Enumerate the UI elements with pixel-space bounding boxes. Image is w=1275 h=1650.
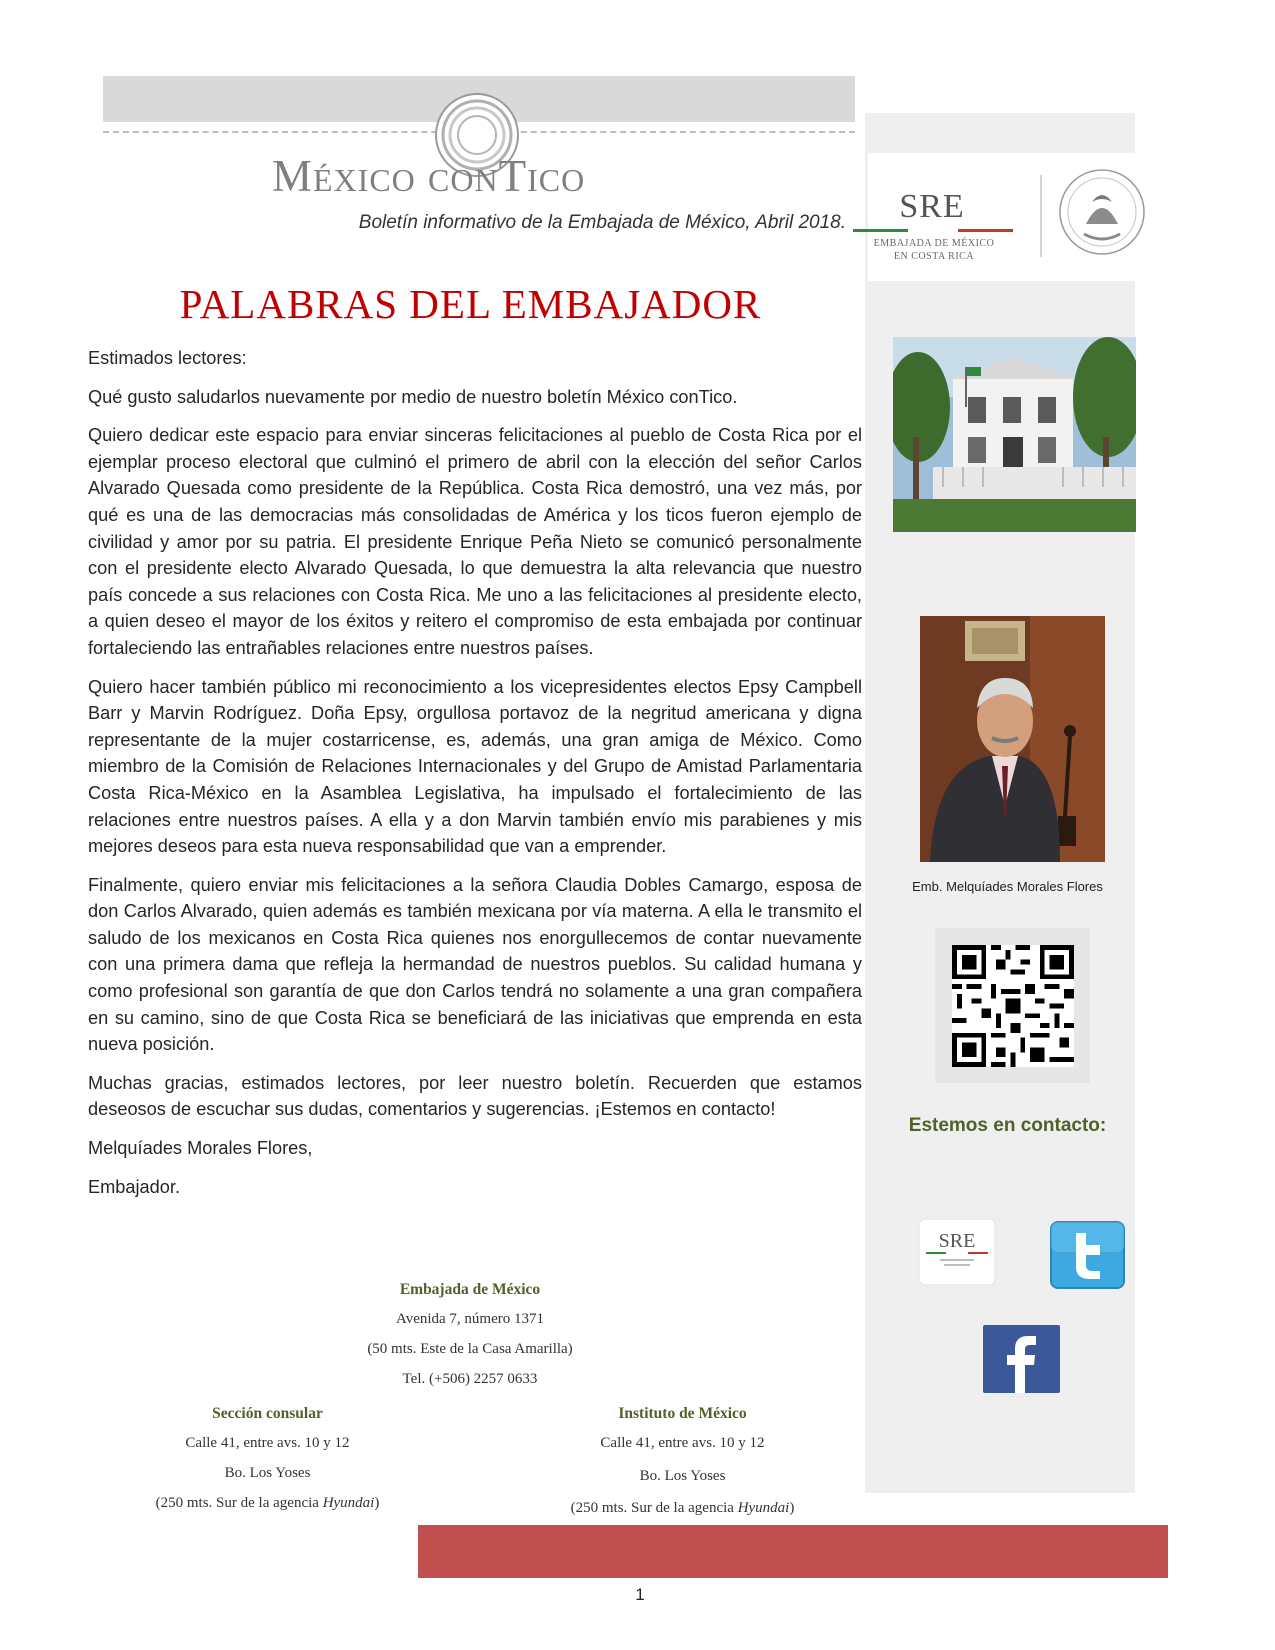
embassy-address-line: Avenida 7, número 1371 xyxy=(395,1311,545,1327)
address-brand: Hyundai xyxy=(737,1500,790,1516)
sre-logo-tagline: EN COSTA RICA xyxy=(893,251,975,262)
newsletter-title: México conTico xyxy=(272,151,586,201)
embassy-address-line: (50 mts. Este de la Casa Amarilla) xyxy=(367,1341,573,1357)
consular-address-line: Calle 41, entre avs. 10 y 12 xyxy=(185,1435,350,1451)
consular-address-line: Bo. Los Yoses xyxy=(224,1465,311,1481)
embassy-building-photo xyxy=(893,337,1136,532)
article-paragraph: Quiero hacer también público mi reconocimiento a los vicepresidentes electos Epsy Campbell Barr y Marvin Rodríguez. Doña Epsy, orgullosa portavoz de la negritud americana y digna representante de la mujer costarricense, es, además, una gran amiga de México. Como miembro de la Comisión de Relaciones Internacionales y del Grupo de Amistad Parlamentaria Costa Rica-México en la Asamblea Legislativa, ha impulsado el fortalecimiento de las relaciones entre nuestros países. A ella y a don Marvin también envío mis parabienes y mis mejores deseos para esta nueva responsabilidad que van a emprender. xyxy=(88,676,862,857)
article-paragraph: Estimados lectores: xyxy=(88,348,247,368)
twitter-icon[interactable] xyxy=(1050,1221,1125,1289)
article-headline: PALABRAS DEL EMBAJADOR xyxy=(179,281,762,327)
address-text: (250 mts. Sur de la agencia xyxy=(570,1500,738,1516)
mexico-seal-icon xyxy=(1056,162,1148,262)
photo-caption: Emb. Melquíades Morales Flores xyxy=(912,879,1103,894)
logo-divider xyxy=(1040,175,1042,257)
article-body xyxy=(88,345,862,1212)
sre-link-icon[interactable] xyxy=(918,1218,996,1286)
ambassador-portrait-photo xyxy=(920,616,1105,862)
institute-address-line: Bo. Los Yoses xyxy=(639,1468,726,1484)
sre-logo-word: SRE xyxy=(899,188,965,225)
signature-title: Embajador. xyxy=(88,1176,181,1197)
article-paragraph: Muchas gracias, estimados lectores, por leer nuestro boletín. Recuerden que estamos deseosos de escuchar sus dudas, comentarios y sugerencias. ¡Estemos en contacto! xyxy=(88,1072,862,1120)
consular-address-line xyxy=(100,1495,435,1512)
address-text: (250 mts. Sur de la agencia xyxy=(155,1495,323,1511)
tricolor-line-icon xyxy=(853,229,1013,232)
facebook-icon[interactable] xyxy=(983,1325,1060,1393)
consular-address-title: Sección consular xyxy=(212,1405,323,1422)
address-brand: Hyundai xyxy=(322,1495,375,1511)
institute-address-line: Calle 41, entre avs. 10 y 12 xyxy=(600,1435,765,1451)
address-text: ) xyxy=(789,1500,795,1516)
institute-address-line xyxy=(520,1500,845,1517)
sre-link-word: SRE xyxy=(938,1230,976,1252)
article-paragraph: Qué gusto saludarlos nuevamente por medio de nuestro boletín México conTico. xyxy=(88,386,738,407)
article-paragraph: Quiero dedicar este espacio para enviar sinceras felicitaciones al pueblo de Costa Rica por el ejemplar proceso electoral que culminó el primero de abril con la elección del señor Carlos Alvarado Quesada como presidente de la República. Costa Rica demostró, una vez más, por qué es una de las democracias más consolidadas de América y los ticos fueron ejemplo de civilidad y amor por su patria. El presidente Enrique Peña Nieto se comunicó personalmente con el presidente electo Alvarado Quesada, lo que demuestra la alta relevancia que nuestro país concede a sus relaciones con Costa Rica. Me uno a las felicitaciones al presidente electo, a quien deseo el mayor de los éxitos y reitero el compromiso de esta embajada por continuar fortaleciendo las entrañables relaciones entre nuestros países. xyxy=(88,425,862,658)
page-number: 1 xyxy=(635,1585,645,1604)
article-paragraph: Finalmente, quiero enviar mis felicitaciones a la señora Claudia Dobles Camargo, esposa de don Carlos Alvarado, quien además es también mexicana por vía materna. A ella le transmito el saludo de los mexicanos en Costa Rica quienes nos enorgullecemos de contar nuevamente con una primera dama que refleja la hermandad de nuestros pueblos. Su calidad humana y como profesional son garantía de que don Carlos tendrá no solamente a una gran compañera en su camino, sino de que Costa Rica se beneficiará de las iniciativas que emprenda en esta nueva posición. xyxy=(88,874,862,1055)
newsletter-subtitle: Boletín informativo de la Embajada de México, Abril 2018. xyxy=(358,212,846,233)
qr-code-icon[interactable] xyxy=(952,945,1074,1067)
embassy-address-title: Embajada de México xyxy=(399,1281,541,1298)
contact-heading: Estemos en contacto: xyxy=(908,1115,1107,1136)
signature-name: Melquíades Morales Flores, xyxy=(88,1138,313,1159)
footer-bar xyxy=(418,1525,1168,1578)
institute-address-title: Instituto de México xyxy=(618,1405,747,1422)
address-text: ) xyxy=(374,1495,380,1511)
sre-logo-tagline: EMBAJADA DE MÉXICO xyxy=(873,238,995,249)
embassy-phone: Tel. (+506) 2257 0633 xyxy=(402,1371,538,1387)
